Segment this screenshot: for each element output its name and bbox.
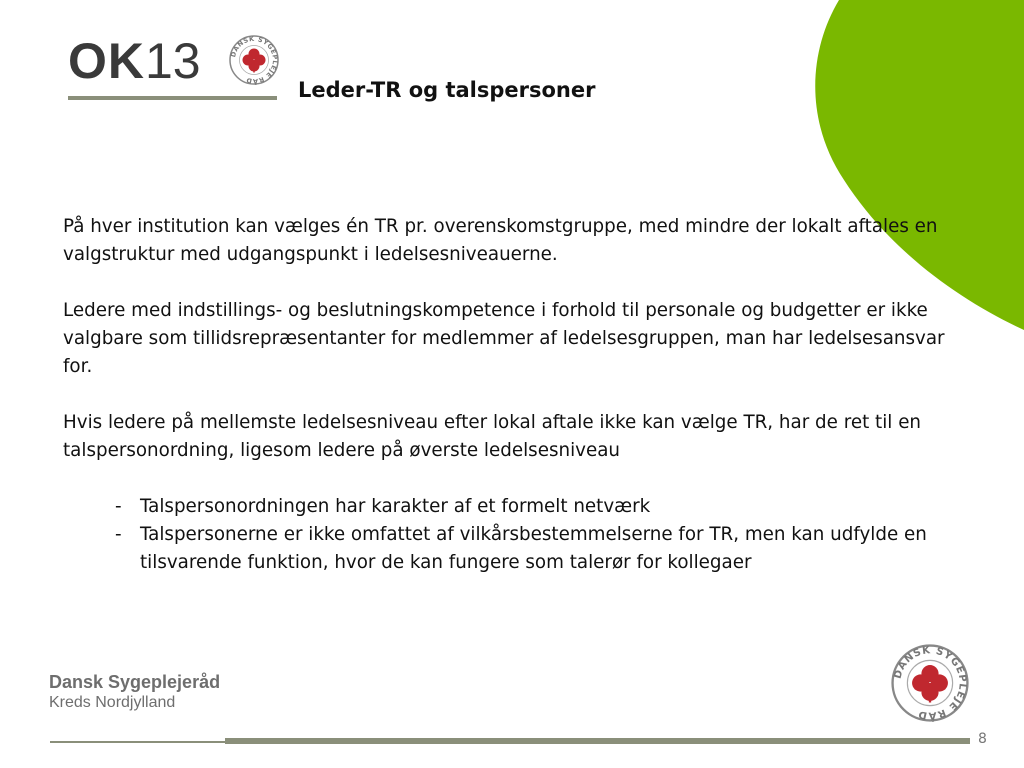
bullet-item: [63, 493, 963, 521]
dsr-seal-large-icon: [891, 644, 969, 722]
page-number: 8: [978, 731, 987, 747]
bullet-text: Talspersonerne er ikke omfattet af vilkårsbestemmelserne for TR, men kan udfylde en tilsvarende funktion, hvor de kan fungere som talerør for kollegaer: [140, 524, 927, 573]
slide-body: [63, 213, 963, 577]
footer-rule-thin: [50, 741, 230, 743]
slide-title: Leder-TR og talspersoner: [298, 78, 596, 102]
svg-text:DANSK SYGEPLEJE RÅD: DANSK SYGEPLEJE RÅD: [229, 35, 279, 85]
svg-text:DANSK SYGEPLEJE RÅD: DANSK SYGEPLEJE RÅD: [892, 645, 968, 721]
logo-13-text: 13: [145, 33, 201, 89]
header-rule: [68, 96, 277, 100]
paragraph-1: På hver institution kan vælges én TR pr. overenskomstgruppe, med mindre der lokalt aftales en valgstruktur med udgangspunkt i ledelsesniveauerne.: [63, 216, 938, 265]
dsr-seal-small-icon: [229, 35, 279, 85]
paragraph-2: Ledere med indstillings- og beslutningskompetence i forhold til personale og budgetter er ikke valgbare som tillidsrepræsentanter for medlemmer af ledelsesgruppen, man har ledelsesansvar for.: [63, 300, 945, 377]
ok13-logo: [68, 33, 201, 89]
footer-rule: [225, 738, 970, 744]
bullet-dash: -: [115, 496, 122, 517]
bullet-item: [63, 521, 963, 577]
bullet-list: [63, 493, 963, 577]
bullet-dash: -: [115, 524, 122, 545]
footer-org-sub: Kreds Nordjylland: [49, 694, 176, 711]
logo-ok-text: OK: [68, 33, 145, 89]
footer-org-name: Dansk Sygeplejeråd: [49, 672, 221, 692]
bullet-text: Talspersonordningen har karakter af et formelt netværk: [140, 496, 651, 517]
paragraph-3: Hvis ledere på mellemste ledelsesniveau efter lokal aftale ikke kan vælge TR, har de ret til en talspersonordning, ligesom ledere på øverste ledelsesniveau: [63, 412, 922, 461]
